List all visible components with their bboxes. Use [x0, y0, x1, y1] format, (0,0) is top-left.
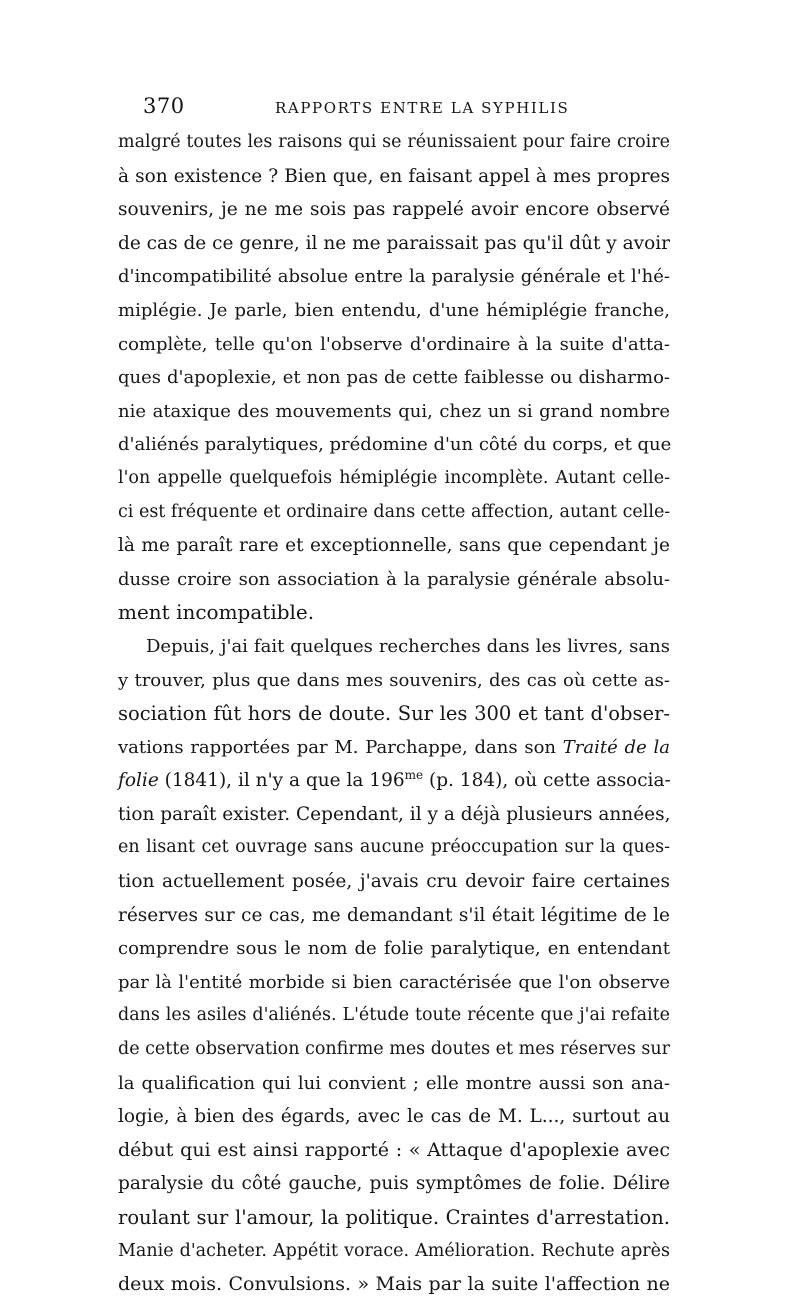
text-line: de cette observation confirme mes doutes et mes réserves sur [118, 1039, 670, 1060]
text-line: là me paraît rare et exceptionnelle, sans que cependant je [118, 535, 670, 557]
text-line: par là l'entité morbide si bien caractérisée que l'on observe [118, 971, 670, 993]
text-line: nie ataxique des mouvements qui, chez un si grand nombre [118, 400, 670, 422]
text-line: ment incompatible. [118, 600, 315, 625]
text-line-with-superscript [118, 764, 670, 798]
text-line: tion actuellement posée, j'avais cru devoir faire certaines [118, 871, 670, 893]
text-line: début qui est ainsi rapporté : « Attaque d'apoplexie avec [118, 1138, 670, 1161]
text-line: d'aliénés paralytiques, prédomine d'un côté du corps, et que [118, 434, 672, 456]
text-line: ci est fréquente et ordinaire dans cette affection, autant celle- [118, 501, 671, 522]
body-text [118, 126, 670, 1302]
text-segment: (p. 184), où cette associa- [423, 770, 671, 792]
book-title-italic: Traité de la [562, 736, 670, 758]
text-line: réserves sur ce cas, me demandant s'il était légitime de le [118, 904, 670, 926]
text-line: roulant sur l'amour, la politique. Craintes d'arrestation. [118, 1206, 670, 1229]
book-title-italic: folie [118, 770, 159, 792]
text-line: miplégie. Je parle, bien entendu, d'une hémiplégie franche, [118, 299, 670, 321]
text-line: sociation fût hors de doute. Sur les 300 et tant d'obser- [118, 702, 670, 726]
text-line: souvenirs, je ne me sois pas rappelé avoir encore observé [118, 199, 670, 221]
page-number: 370 [143, 94, 185, 118]
text-segment: (1841), il n'y a que la 196 [158, 770, 405, 792]
text-line: malgré toutes les raisons qui se réunissaient pour faire croire [118, 132, 670, 152]
text-line: la qualification qui lui convient ; elle montre aussi son ana- [118, 1072, 670, 1094]
text-line: tion paraît exister. Cependant, il y a déjà plusieurs années, [118, 803, 671, 825]
text-line-with-title [118, 731, 670, 765]
text-line: dusse croire son association à la paralysie générale absolu- [118, 568, 670, 590]
text-line: Manie d'acheter. Appétit vorace. Amélioration. Rechute après [118, 1240, 670, 1261]
text-line: deux mois. Convulsions. » Mais par la suite l'affection ne [118, 1273, 670, 1296]
text-line: y trouver, plus que dans mes souvenirs, des cas où cette as- [118, 669, 670, 691]
text-line: de cas de ce genre, il ne me paraissait pas qu'il dût y avoir [118, 232, 670, 254]
text-line: comprendre sous le nom de folie paralytique, en entendant [118, 938, 670, 960]
text-line: logie, à bien des égards, avec le cas de M. L..., surtout au [118, 1106, 670, 1128]
text-line: Depuis, j'ai fait quelques recherches dans les livres, sans [146, 635, 670, 657]
text-line: en lisant cet ouvrage sans aucune préoccupation sur la ques- [118, 837, 670, 858]
superscript: me [404, 768, 424, 783]
text-line: dans les asiles d'aliénés. L'étude toute récente que j'ai refaite [118, 1005, 670, 1026]
running-title: RAPPORTS ENTRE LA SYPHILIS [275, 99, 570, 117]
text-line: complète, telle qu'on l'observe d'ordinaire à la suite d'atta- [118, 333, 670, 355]
text-segment: vations rapportées par M. Parchappe, dans son [118, 736, 557, 758]
text-line: d'incompatibilité absolue entre la paralysie générale et l'hé- [118, 266, 670, 288]
page-header [140, 94, 672, 122]
text-line: ques d'apoplexie, et non pas de cette faiblesse ou disharmo- [118, 367, 670, 389]
text-line: l'on appelle quelquefois hémiplégie incomplète. Autant celle- [118, 467, 670, 488]
text-line: à son existence ? Bien que, en faisant appel à mes propres [118, 165, 670, 187]
text-line: paralysie du côté gauche, puis symptômes de folie. Délire [118, 1173, 670, 1195]
